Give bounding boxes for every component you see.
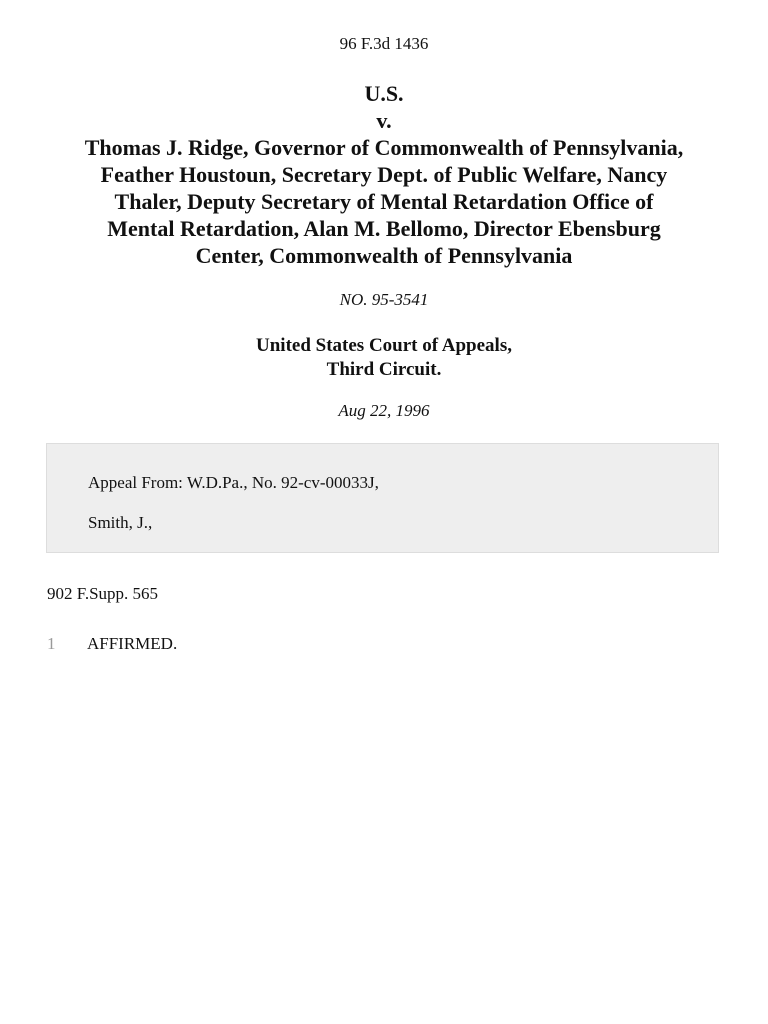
appeal-from-text: Appeal From: W.D.Pa., No. 92-cv-00033J, [88,473,379,492]
defendants-line: Thaler, Deputy Secretary of Mental Retardation Office of [114,189,654,214]
paragraph-number: 1 [47,634,56,653]
court-name-line: United States Court of Appeals, [256,335,512,356]
defendants-line: Thomas J. Ridge, Governor of Commonwealth of Pennsylvania, [84,135,684,160]
court-name [0,334,768,382]
judge-text: Smith, J., [88,513,153,532]
defendants-line: Mental Retardation, Alan M. Bellomo, Director Ebensburg [107,216,661,241]
case-caption [40,80,728,269]
plaintiff-name: U.S. [364,81,404,106]
lower-court-citation: 902 F.Supp. 565 [47,584,159,603]
appeal-info-box [46,443,719,553]
decision-date: Aug 22, 1996 [338,401,430,420]
versus-label: v. [376,108,392,133]
defendants-line: Center, Commonwealth of Pennsylvania [195,243,573,268]
court-circuit-line: Third Circuit. [326,359,442,380]
paragraph-text: AFFIRMED. [87,634,178,653]
defendants-line: Feather Houstoun, Secretary Dept. of Public Welfare, Nancy [100,162,668,187]
case-citation: 96 F.3d 1436 [339,34,429,53]
docket-number: NO. 95-3541 [339,290,429,309]
